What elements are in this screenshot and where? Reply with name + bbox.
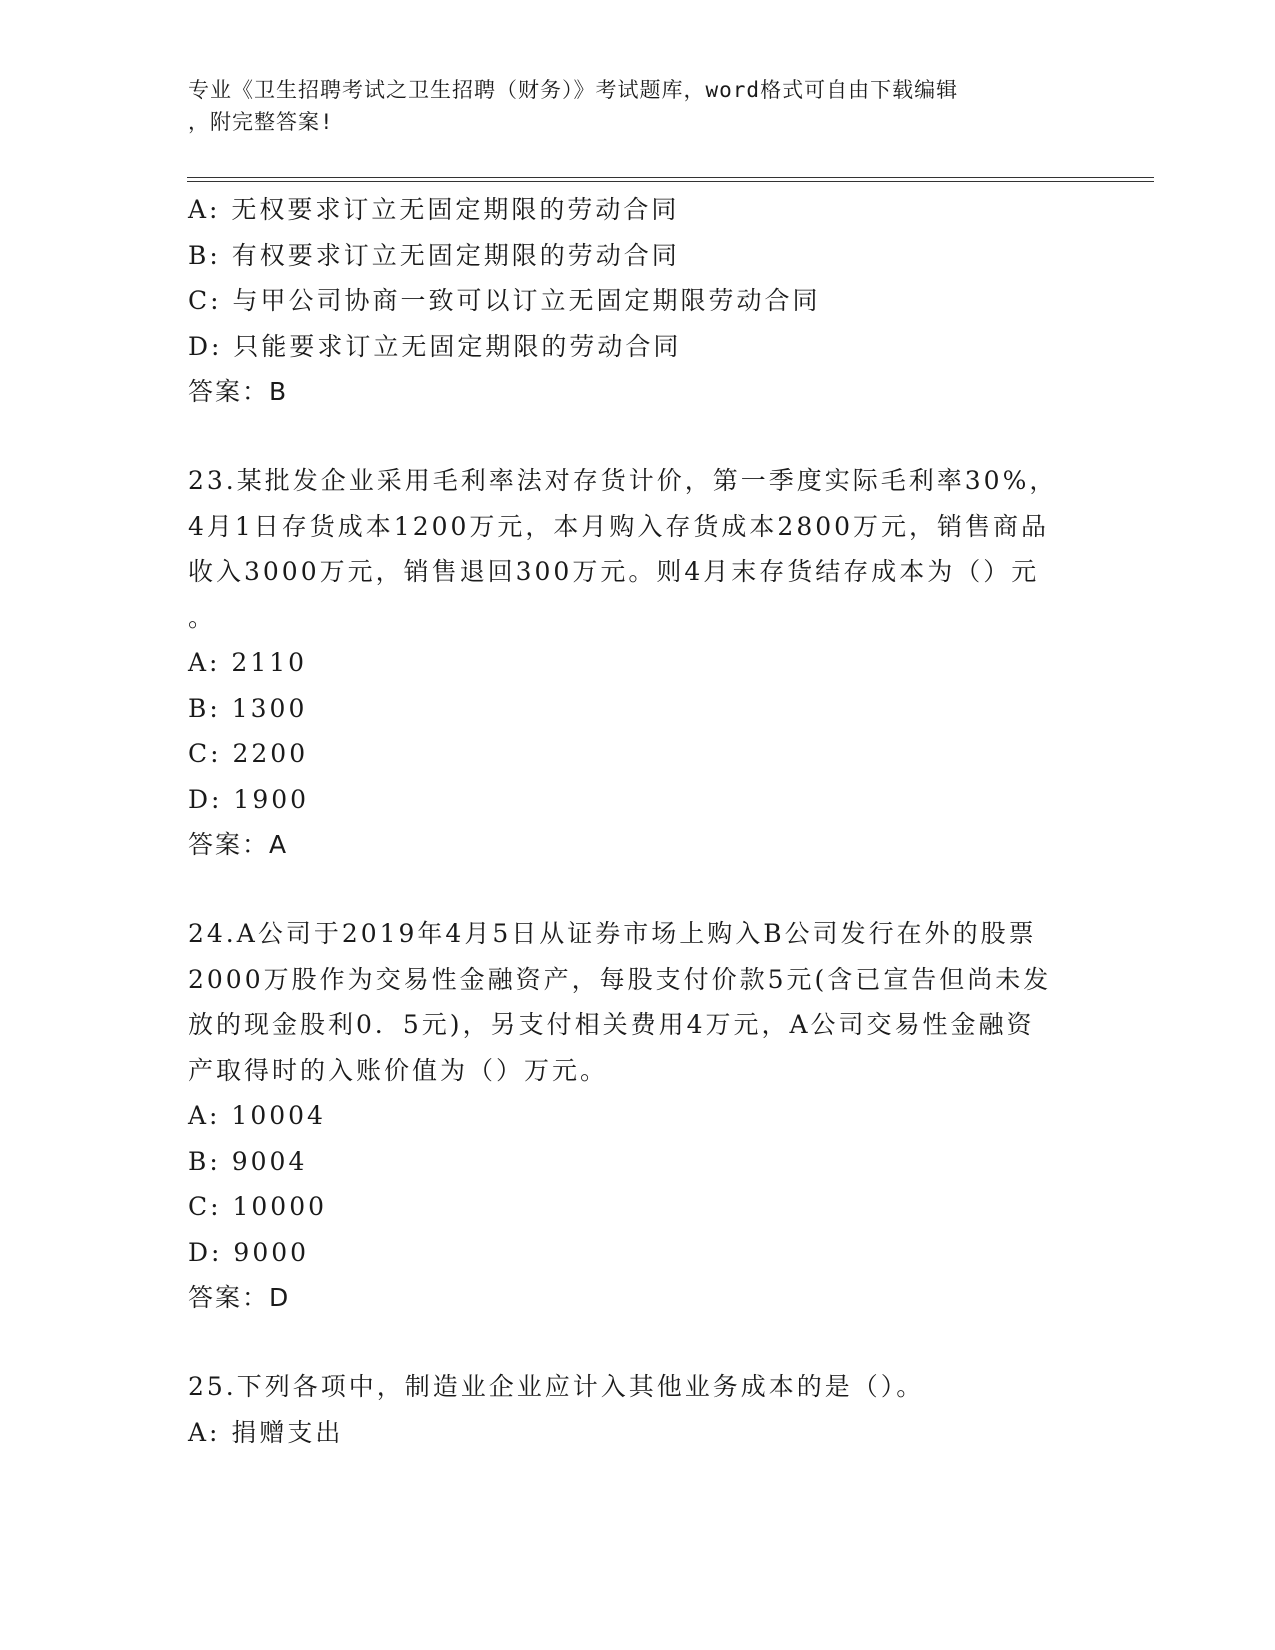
option-a: A: 无权要求订立无固定期限的劳动合同 [188, 195, 680, 224]
option-a: A: 10004 [188, 1101, 326, 1130]
answer: 答案：B [188, 377, 289, 406]
answer: 答案：D [188, 1283, 291, 1312]
header-double-rule [187, 177, 1154, 182]
document-header [188, 74, 1068, 138]
question-text-line: 收入3000万元，销售退回300万元。则4月末存货结存成本为（）元 [188, 557, 1040, 586]
question-text-line: 放的现金股利0．5元)，另支付相关费用4万元，A公司交易性金融资 [188, 1010, 1035, 1039]
question-text-line: 23.某批发企业采用毛利率法对存货计价，第一季度实际毛利率30%， [188, 466, 1058, 495]
spacer [188, 414, 1088, 458]
header-title-line-1: 专业《卫生招聘考试之卫生招聘（财务）》考试题库，word格式可自由下载编辑 [188, 78, 959, 102]
question-text-line: 25.下列各项中，制造业企业应计入其他业务成本的是（）。 [188, 1372, 925, 1401]
question-text-line: 24.A公司于2019年4月5日从证券市场上购入B公司发行在外的股票 [188, 919, 1037, 948]
option-c: C: 与甲公司协商一致可以订立无固定期限劳动合同 [188, 286, 821, 315]
spacer [188, 867, 1088, 911]
option-b: B: 9004 [188, 1146, 308, 1176]
spacer [188, 1320, 1088, 1364]
option-a: A: 捐赠支出 [188, 1417, 344, 1447]
question-text-line: 。 [188, 602, 217, 632]
question-content [188, 187, 1088, 1455]
option-d: D: 只能要求订立无固定期限的劳动合同 [188, 331, 682, 361]
question-text-line: 4月1日存货成本1200万元，本月购入存货成本2800万元，销售商品 [188, 511, 1050, 541]
option-a: A: 2110 [188, 648, 308, 677]
option-d: D: 9000 [188, 1237, 310, 1267]
question-22 [188, 187, 1088, 414]
answer: 答案：A [188, 830, 289, 859]
option-d: D: 1900 [188, 784, 310, 814]
question-23 [188, 458, 1088, 867]
question-text-line: 2000万股作为交易性金融资产，每股支付价款5元(含已宣告但尚未发 [188, 964, 1052, 994]
question-text-line: 产取得时的入账价值为（）万元。 [188, 1055, 609, 1085]
header-title-line-2: ，附完整答案! [188, 110, 334, 134]
question-24 [188, 911, 1088, 1320]
option-c: C: 10000 [188, 1192, 328, 1221]
option-b: B: 有权要求订立无固定期限的劳动合同 [188, 240, 680, 270]
question-25 [188, 1364, 1088, 1455]
option-c: C: 2200 [188, 739, 309, 768]
option-b: B: 1300 [188, 693, 308, 723]
